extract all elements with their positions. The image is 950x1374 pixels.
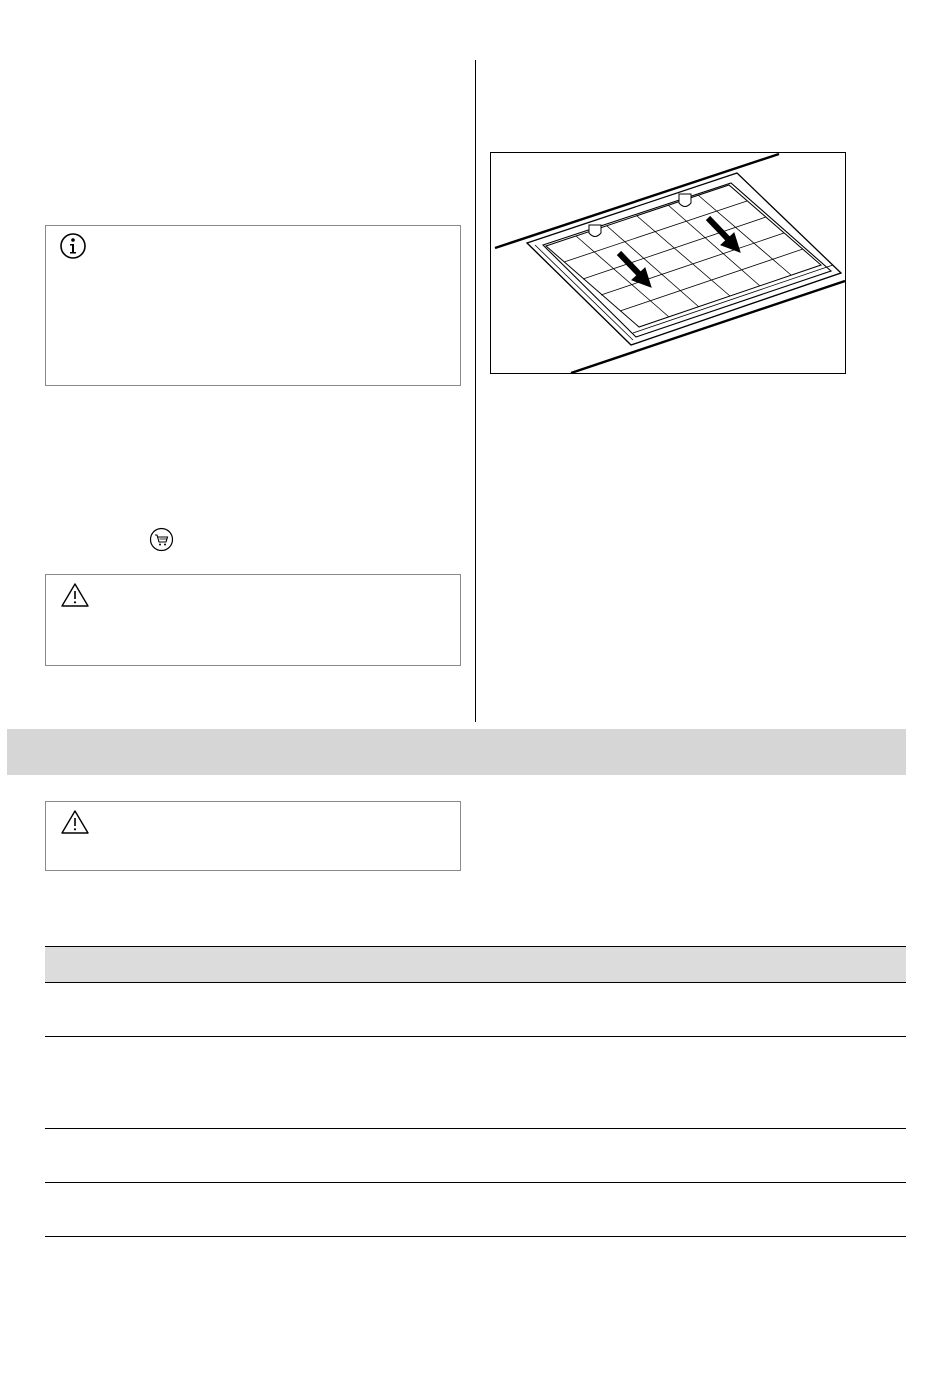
warning-triangle-icon (60, 809, 90, 840)
table-row (45, 1037, 906, 1129)
warning-box (45, 574, 461, 666)
warning-box-2 (45, 801, 461, 871)
column-divider (475, 60, 476, 722)
table-row (45, 1183, 906, 1237)
filter-illustration (490, 152, 846, 374)
shopping-cart-icon (149, 527, 174, 557)
section-heading-band (7, 729, 906, 775)
table-header (45, 946, 906, 983)
info-icon (59, 232, 87, 265)
table-row (45, 983, 906, 1037)
troubleshooting-table (45, 946, 906, 1237)
warning-triangle-icon (60, 582, 90, 613)
info-note-box (45, 225, 461, 386)
table-row (45, 1129, 906, 1183)
